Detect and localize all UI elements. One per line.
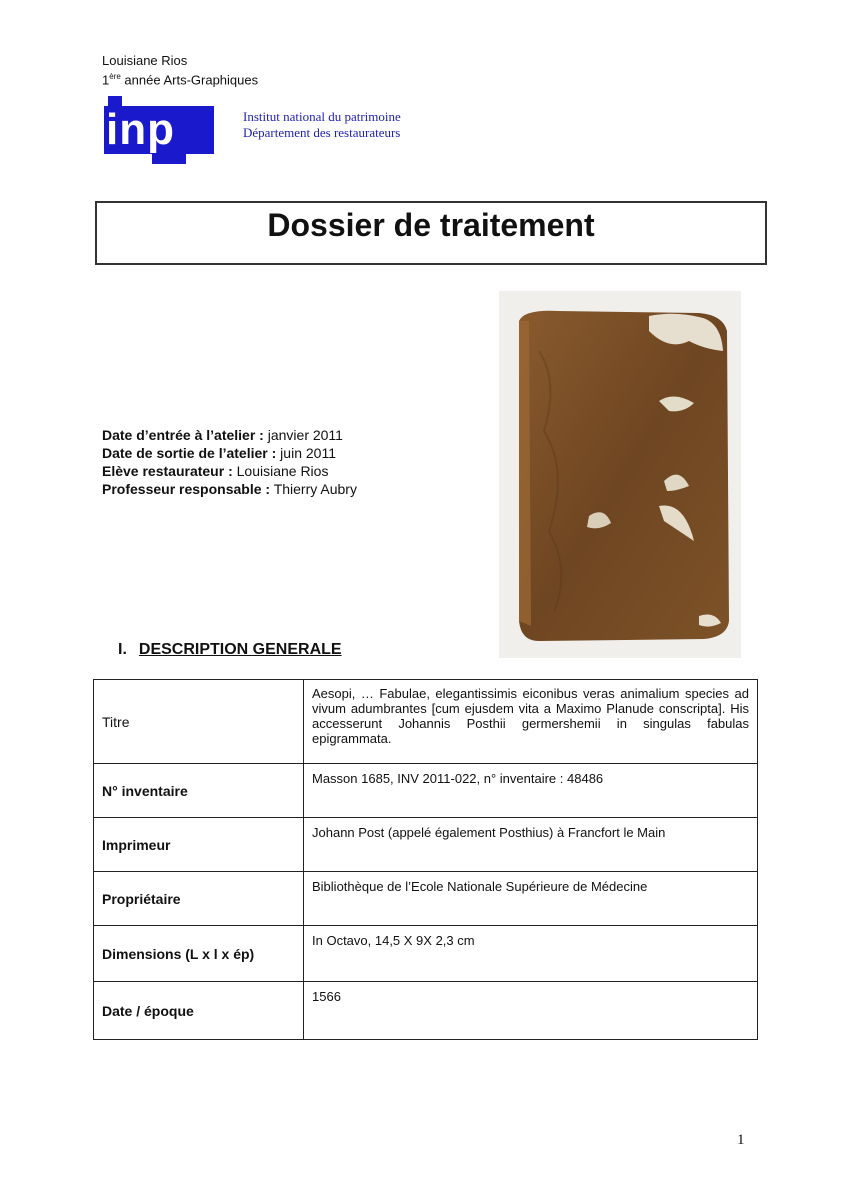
page-number: 1 [737,1132,745,1148]
section-number: I. [118,641,127,658]
description-table [93,679,758,1040]
row-value: Masson 1685, INV 2011-022, n° inventaire : 48486 [304,764,758,818]
page-title: Dossier de traitement [267,207,595,243]
exit-date [102,444,357,462]
institute-line-2: Département des restaurateurs [243,125,401,140]
year-number: 1 [102,72,110,88]
table-row [94,872,758,926]
book-photo [499,291,741,658]
section-title: DESCRIPTION GENERALE [138,641,342,658]
row-value: Aesopi, … Fabulae, elegantissimis eiconibus veras animalium species ad vivum adumbrantes [cum ejusdem vita a Maximo Planude conscripta]. His accesserunt Johannis Posthii germershemii in singulas fabulas epigrammata. [304,680,758,764]
row-value: In Octavo, 14,5 X 9X 2,3 cm [304,926,758,982]
institute-name [243,109,401,141]
exit-date-label: Date de sortie de l’atelier : [102,445,277,461]
row-label: Dimensions (L x l x ép) [94,926,304,982]
author-block [102,53,258,88]
professor-value: Thierry Aubry [270,481,357,497]
section-heading [118,641,342,659]
student-label: Elève restaurateur : [102,463,233,479]
entry-date-label: Date d’entrée à l’atelier : [102,427,264,443]
year-superscript: ère [109,72,121,81]
logo-text: inp [106,105,175,154]
professor [102,480,357,498]
inp-logo [104,96,214,164]
exit-date-value: juin 2011 [276,445,336,461]
student-year [102,69,258,88]
row-label: Date / époque [94,982,304,1040]
treatment-metadata [102,426,357,498]
year-rest: année Arts-Graphiques [120,72,259,88]
table-row [94,818,758,872]
table-row [94,926,758,982]
student-value: Louisiane Rios [232,463,329,479]
row-label: Titre [94,680,304,764]
professor-label: Professeur responsable : [102,481,271,497]
row-value: Johann Post (appelé également Posthius) à Francfort le Main [304,818,758,872]
table-row [94,764,758,818]
row-label: Imprimeur [94,818,304,872]
row-value: 1566 [304,982,758,1040]
row-value: Bibliothèque de l’Ecole Nationale Supérieure de Médecine [304,872,758,926]
title-box [95,201,767,265]
row-label: N° inventaire [94,764,304,818]
table-row [94,982,758,1040]
student [102,462,357,480]
row-label: Propriétaire [94,872,304,926]
table-row [94,680,758,764]
entry-date [102,426,357,444]
entry-date-value: janvier 2011 [263,427,343,443]
institute-line-1: Institut national du patrimoine [243,109,401,124]
author-name: Louisiane Rios [102,53,188,68]
